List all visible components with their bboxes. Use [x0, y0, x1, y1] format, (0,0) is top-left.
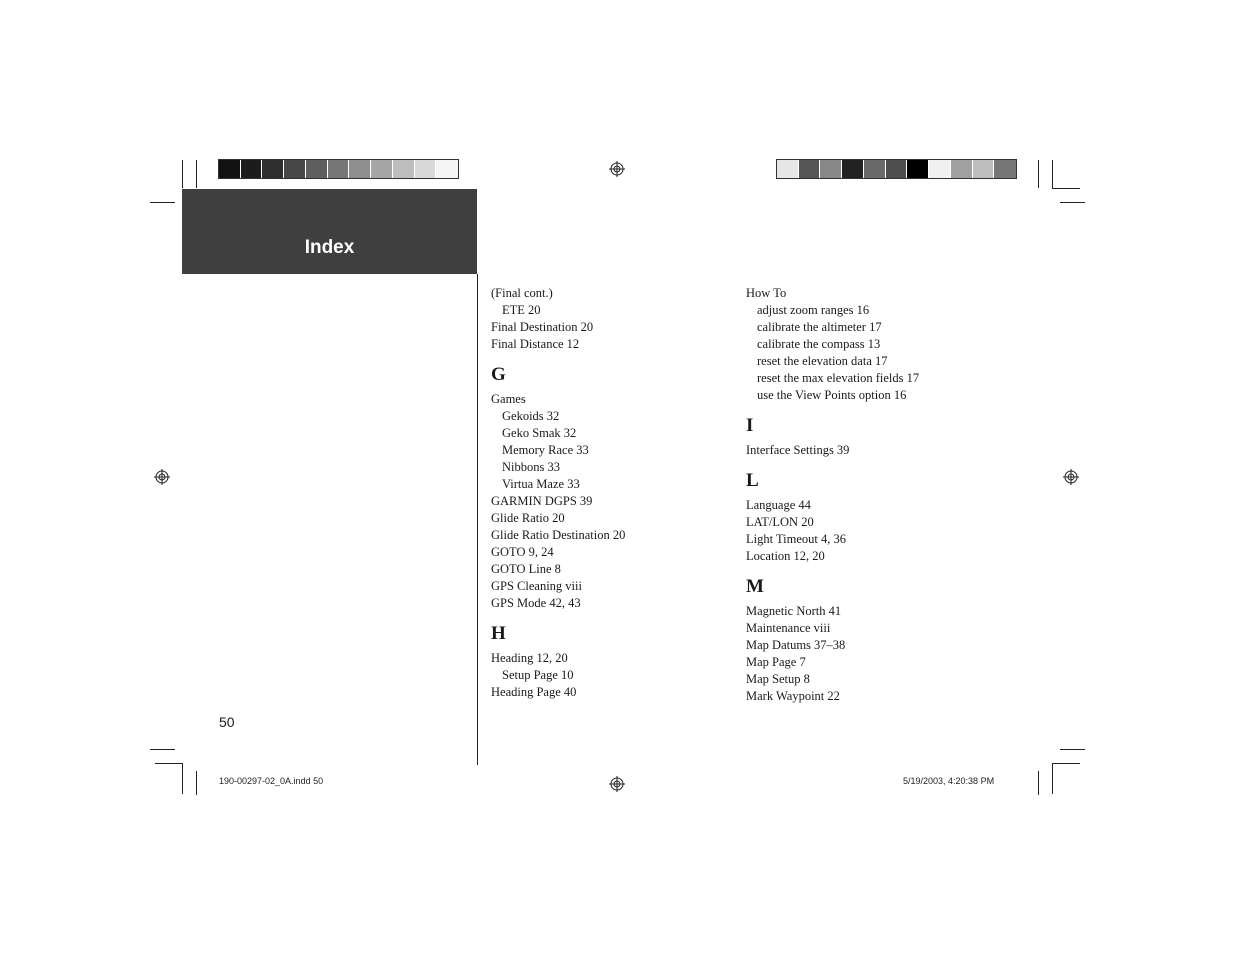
index-column-2	[746, 285, 919, 705]
index-letter-heading: M	[746, 576, 764, 597]
index-entry: Games	[491, 392, 526, 406]
index-entry: Interface Settings 39	[746, 443, 850, 457]
color-swatch	[820, 160, 842, 178]
index-column-1	[491, 285, 625, 701]
slug-timestamp: 5/19/2003, 4:20:38 PM	[903, 776, 995, 786]
index-entry: Heading 12, 20	[491, 651, 568, 665]
color-swatch	[393, 160, 415, 178]
index-entry: Language 44	[746, 498, 811, 512]
color-bar-right	[776, 159, 1017, 179]
column-divider	[477, 274, 478, 765]
registration-target-icon	[154, 469, 170, 485]
index-entry: (Final cont.)	[491, 286, 553, 300]
index-entry: GOTO 9, 24	[491, 545, 554, 559]
index-entry: Glide Ratio Destination 20	[491, 528, 626, 542]
color-swatch	[306, 160, 328, 178]
index-subentry: Nibbons 33	[502, 460, 560, 474]
slug-filename: 190-00297-02_0A.indd 50	[219, 776, 324, 786]
color-swatch	[349, 160, 371, 178]
color-swatch	[929, 160, 951, 178]
index-subentry: Setup Page 10	[502, 668, 574, 682]
color-swatch	[799, 160, 821, 178]
color-swatch	[415, 160, 437, 178]
index-subentry: reset the elevation data 17	[757, 354, 888, 368]
color-swatch	[262, 160, 284, 178]
index-entry: Heading Page 40	[491, 685, 577, 699]
index-entry: How To	[746, 286, 787, 300]
index-entry: GOTO Line 8	[491, 562, 561, 576]
registration-target-icon	[609, 776, 625, 792]
index-subentry: reset the max elevation fields 17	[757, 371, 920, 385]
color-swatch	[371, 160, 393, 178]
registration-target-icon	[1063, 469, 1079, 485]
index-letter-heading: L	[746, 470, 759, 491]
index-subentry: Gekoids 32	[502, 409, 560, 423]
color-swatch	[994, 160, 1016, 178]
index-subentry: calibrate the compass 13	[757, 337, 881, 351]
index-entry: GPS Mode 42, 43	[491, 596, 581, 610]
index-entry: Map Setup 8	[746, 672, 810, 686]
section-header	[182, 189, 477, 274]
index-entry: LAT/LON 20	[746, 515, 814, 529]
index-entry: GPS Cleaning viii	[491, 579, 582, 593]
color-swatch	[842, 160, 864, 178]
index-subentry: Memory Race 33	[502, 443, 589, 457]
index-subentry: Virtua Maze 33	[502, 477, 580, 491]
index-entry: Mark Waypoint 22	[746, 689, 840, 703]
index-entry: Maintenance viii	[746, 621, 831, 635]
page-title: Index	[304, 237, 355, 258]
index-subentry: calibrate the altimeter 17	[757, 320, 882, 334]
page-number: 50	[219, 714, 235, 730]
index-entry: Glide Ratio 20	[491, 511, 565, 525]
index-letter-heading: G	[491, 364, 506, 385]
index-entry: Location 12, 20	[746, 549, 825, 563]
color-swatch	[973, 160, 995, 178]
color-swatch	[328, 160, 350, 178]
color-swatch	[284, 160, 306, 178]
index-entry: Map Page 7	[746, 655, 806, 669]
color-bar-left	[218, 159, 459, 179]
index-letter-heading: I	[746, 415, 754, 436]
color-swatch	[907, 160, 929, 178]
index-subentry: adjust zoom ranges 16	[757, 303, 870, 317]
index-entry: Light Timeout 4, 36	[746, 532, 847, 546]
color-swatch	[864, 160, 886, 178]
color-swatch	[436, 160, 458, 178]
index-entry: Magnetic North 41	[746, 604, 842, 618]
index-subentry: use the View Points option 16	[757, 388, 907, 402]
index-entry: Final Destination 20	[491, 320, 594, 334]
color-swatch	[951, 160, 973, 178]
color-swatch	[219, 160, 241, 178]
color-swatch	[777, 160, 799, 178]
index-subentry: Geko Smak 32	[502, 426, 577, 440]
color-swatch	[241, 160, 263, 178]
index-subentry: ETE 20	[502, 303, 541, 317]
index-entry: Map Datums 37–38	[746, 638, 846, 652]
index-entry: Final Distance 12	[491, 337, 580, 351]
color-swatch	[886, 160, 908, 178]
index-letter-heading: H	[491, 623, 506, 644]
registration-target-icon	[609, 161, 625, 177]
index-entry: GARMIN DGPS 39	[491, 494, 593, 508]
